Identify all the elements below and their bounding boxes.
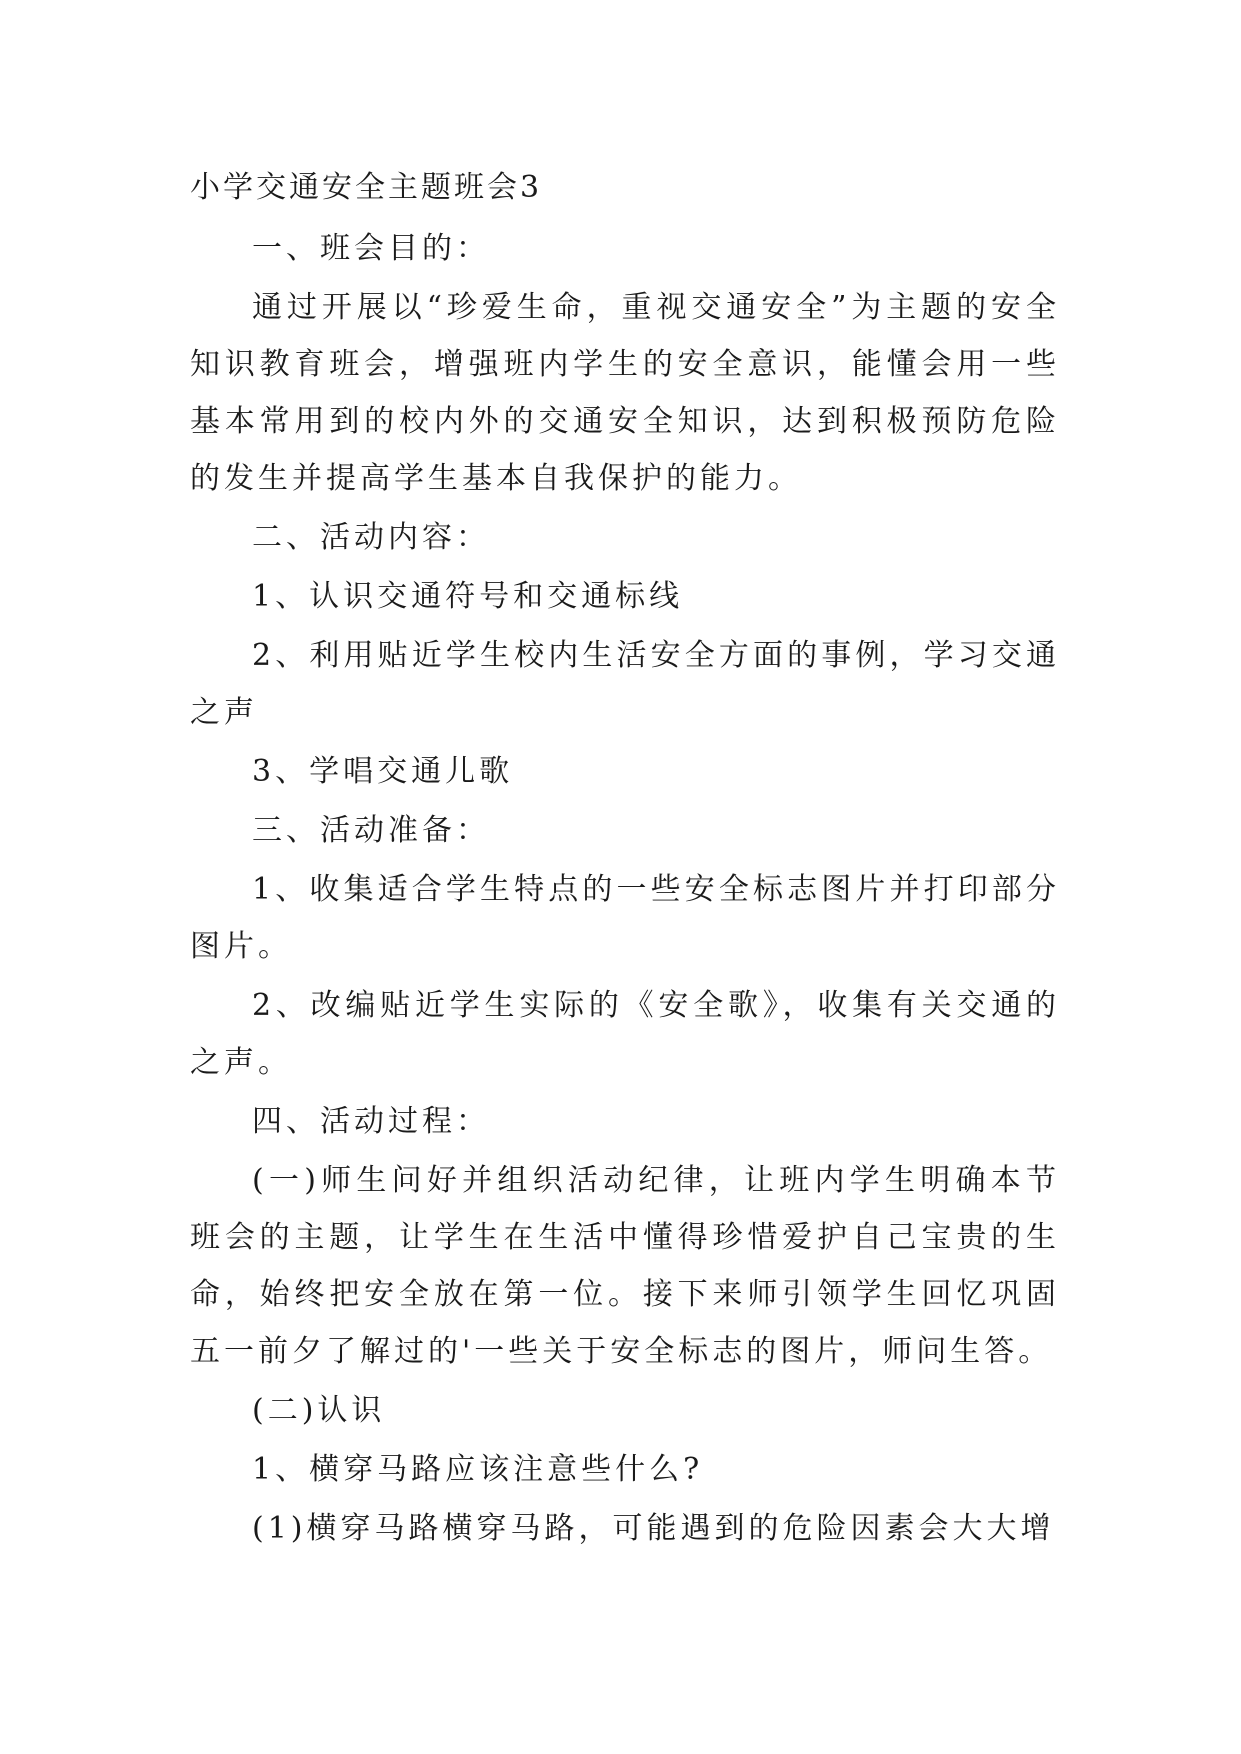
question-crossing-road: 1、横穿马路应该注意些什么?: [252, 1452, 704, 1487]
document-title: 小学交通安全主题班会3: [190, 170, 543, 205]
paragraph-process-1: (一)师生问好并组织活动纪律，让班内学生明确本节班会的主题，让学生在生活中懂得珍惜爱护自己宝贵的生命，始终把安全放在第一位。接下来师引领学生回忆巩固五一前夕了解过的'一些关于安全标志的图片，师问生答。: [190, 1163, 1060, 1369]
list-item-preparation-2: 2、改编贴近学生实际的《安全歌》，收集有关交通的之声。: [190, 988, 1060, 1080]
list-item-preparation-1: 1、收集适合学生特点的一些安全标志图片并打印部分图片。: [190, 872, 1060, 964]
paragraph-crossing-road-1: (1)横穿马路横穿马路，可能遇到的危险因素会大大增: [252, 1511, 1055, 1546]
list-item-content-1: 1、认识交通符号和交通标线: [252, 579, 684, 614]
paragraph-purpose-body: 通过开展以“珍爱生命，重视交通安全”为主题的安全知识教育班会，增强班内学生的安全意识，能懂会用一些基本常用到的校内外的交通安全知识，达到积极预防危险的发生并提高学生基本自我保护的能力。: [190, 290, 1060, 496]
paragraph-process-2-heading: (二)认识: [252, 1393, 386, 1428]
section-heading-purpose: 一、班会目的：: [252, 231, 490, 266]
section-heading-content: 二、活动内容：: [252, 520, 490, 555]
list-item-content-3: 3、学唱交通儿歌: [252, 754, 514, 789]
section-heading-process: 四、活动过程：: [252, 1104, 490, 1139]
list-item-content-2: 2、利用贴近学生校内生活安全方面的事例，学习交通之声: [190, 638, 1060, 730]
section-heading-preparation: 三、活动准备：: [252, 813, 490, 848]
document-page: [190, 160, 1060, 1559]
